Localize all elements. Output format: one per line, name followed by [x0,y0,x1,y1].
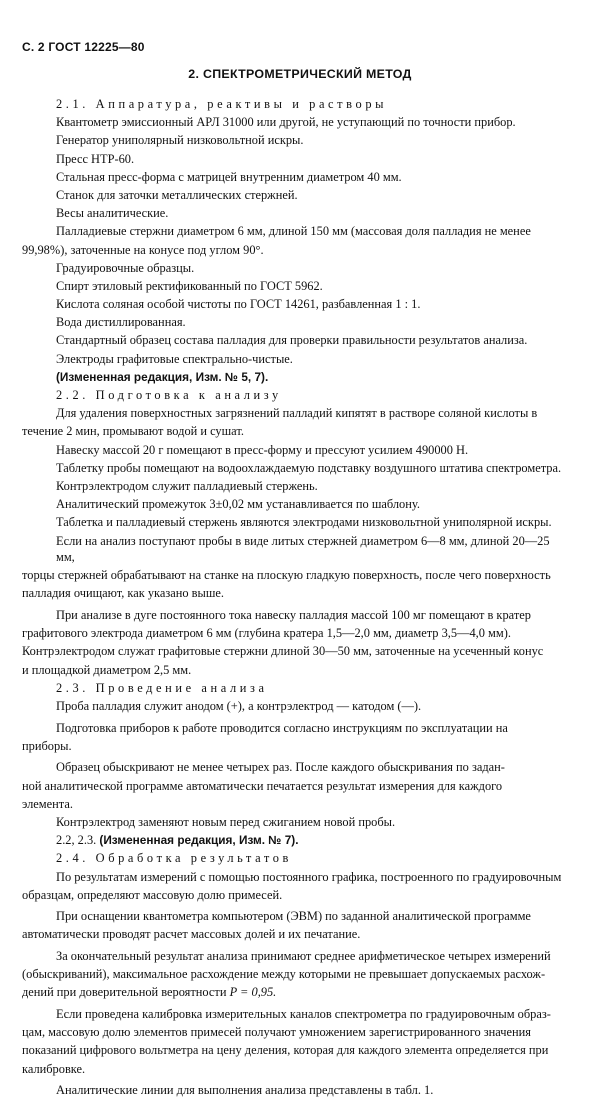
text-line: Если на анализ поступают пробы в виде литых стержней диаметром 6—8 мм, длиной 20—25 мм, [56,533,550,565]
text-line: палладия очищают, как указано выше. [22,586,224,601]
text-line: Контрэлектрод заменяют новым перед сжиганием новой пробы. [56,814,396,829]
text-line: Вода дистиллированная. [56,315,186,330]
text-line: Стальная пресс-форма с матрицей внутренним диаметром 40 мм. [56,169,402,184]
text-line: Если проведена калибровка измерительных каналов спектрометра по градуировочным образ- [56,1007,551,1022]
section-title: 2. СПЕКТРОМЕТРИЧЕСКИЙ МЕТОД [188,67,412,81]
text-line: Генератор униполярный низковольтной искры. [56,133,304,148]
text-line: Образец обыскривают не менее четырех раз. После каждого обыскривания по задан- [56,760,505,775]
text-line: Спирт этиловый ректификованный по ГОСТ 5962. [56,278,323,293]
probability-value: P = 0,95. [229,985,277,1000]
text-line: Таблетка и палладиевый стержень являются электродами низковольтной униполярной искры. [56,515,552,530]
text-line: элемента. [22,796,73,811]
text-line: калибровке. [22,1061,86,1076]
subsection-heading: 2.3. Проведение анализа [56,680,268,695]
text-line: Проба палладия служит анодом (+), а контрэлектрод — катодом (—). [56,699,422,713]
text-line: Квантометр эмиссионный АРЛ 31000 или другой, не уступающий по точности прибор. [56,115,516,130]
subsection-heading: 2.1. Аппаратура, реактивы и растворы [56,97,388,111]
text-line: Стандартный образец состава палладия для проверки правильности результатов анализа. [56,333,528,348]
revision-clauses: 2.2, 2.3. [56,833,97,848]
text-line: Навеску массой 20 г помещают в пресс-форму и прессуют усилием 490000 Н. [56,442,469,457]
text-line: (обыскриваний), максимальное расхождение между которыми не превышает допускаемых расхож- [22,967,546,982]
text-line: Для удаления поверхностных загрязнений палладий кипятят в растворе соляной кислоты в [56,406,538,421]
revision-text: (Измененная редакция, Изм. № 7). [99,833,299,848]
text-line: Палладиевые стержни диаметром 6 мм, длиной 150 мм (массовая доля палладия не менее [56,224,531,239]
text-line: автоматически проводят расчет массовых долей и их печатание. [22,927,361,942]
text-line: Подготовка приборов к работе проводится согласно инструкциям по эксплуатации на [56,720,508,735]
text-line: торцы стержней обрабатывают на станке на плоскую гладкую поверхность, после чего поверхность [22,568,551,583]
text-line [22,984,570,1001]
text-fragment: дений при доверительной вероятности [22,985,227,1000]
text-line: При анализе в дуге постоянного тока навеску палладия массой 100 мг помещают в кратер [56,608,531,623]
subsection-heading: 2.2. Подготовка к анализу [56,388,282,402]
text-line: приборы. [22,738,72,753]
text-line: По результатам измерений с помощью постоянного графика, построенного по градуировочным [56,869,562,884]
text-line: течение 2 мин, промывают водой и сушат. [22,424,244,439]
text-line: графитового электрода диаметром 6 мм (глубина кратера 1,5—2,0 мм, диаметр 3,5—4,0 мм). [22,626,511,641]
text-line: Пресс НТР-60. [56,151,135,166]
revision-note [56,832,570,849]
text-line: Станок для заточки металлических стержней. [56,187,298,202]
text-line: Аналитический промежуток 3±0,02 мм устанавливается по шаблону. [56,497,420,512]
revision-note: (Измененная редакция, Изм. № 5, 7). [56,369,269,384]
text-line: Контрэлектродом служат графитовые стержни длиной 30—50 мм, заточенные на усеченный конус [22,644,544,659]
text-line: ной аналитической программе автоматически печатается результат измерения для каждого [22,778,503,793]
text-line: показаний цифрового вольтметра на цену деления, которая для каждого элемента определяется при [22,1043,549,1058]
text-line: Электроды графитовые спектрально-чистые. [56,351,293,366]
text-line: Аналитические линии для выполнения анализа представлены в табл. 1. [56,1083,434,1098]
text-line: 99,98%), заточенные на конусе под углом 90°. [22,242,264,257]
page-header: С. 2 ГОСТ 12225—80 [22,40,145,54]
text-line: образцам, определяют массовую долю примесей. [22,887,283,902]
text-line: За окончательный результат анализа принимают среднее арифметическое четырех измерений [56,949,551,964]
text-line: Контрэлектродом служит палладиевый стержень. [56,478,318,493]
text-line: цам, массовую долю элементов примесей получают умножением зарегистрированного значения [22,1025,531,1040]
text-line: Весы аналитические. [56,206,169,221]
document-body [22,96,570,1100]
text-line: Градуировочные образцы. [56,260,195,275]
text-line: Таблетку пробы помещают на водоохлаждаемую подставку воздушного штатива спектрометра. [56,460,562,475]
text-line: и площадкой диаметром 2,5 мм. [22,662,192,677]
subsection-heading: 2.4. Обработка результатов [56,851,292,866]
text-line: При оснащении квантометра компьютером (ЭВМ) по заданной аналитической программе [56,909,531,924]
text-line: Кислота соляная особой чистоты по ГОСТ 14261, разбавленная 1 : 1. [56,297,421,312]
